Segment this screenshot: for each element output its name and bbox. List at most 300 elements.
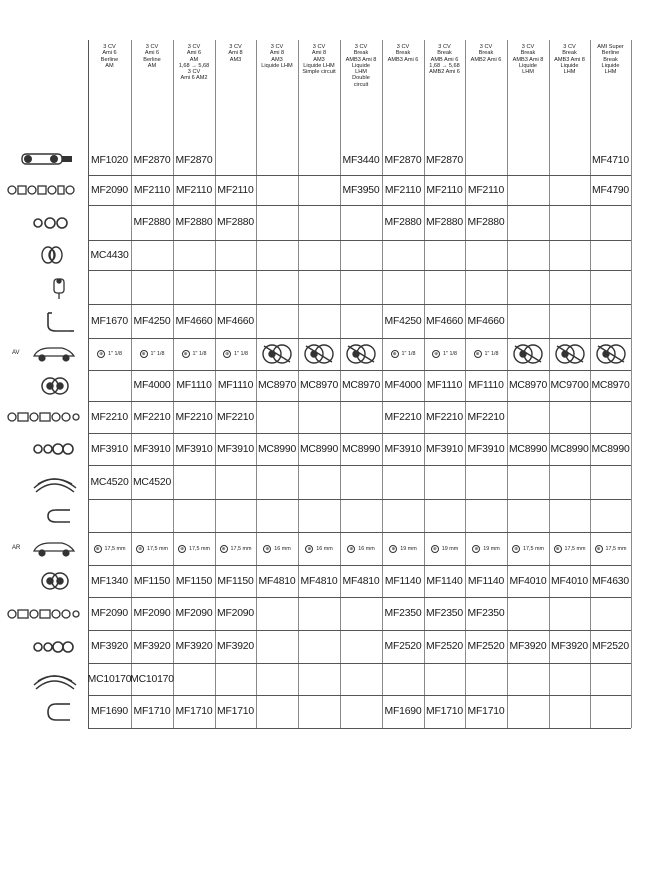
rear-wheel-cylinder-icon: [4, 569, 82, 593]
part-number-cell: [424, 338, 465, 370]
position-marker-icon: ⊕: [305, 545, 313, 553]
part-number-cell: MF1710: [467, 706, 505, 717]
position-marker-icon: ⊕: [178, 545, 186, 553]
part-number-cell: [382, 338, 424, 370]
part-number-cell: MF4250: [133, 315, 171, 327]
part-number-cell: [215, 499, 256, 532]
part-number-cell: [590, 240, 631, 270]
part-number-cell: MF2210: [133, 411, 171, 423]
part-number-cell: [131, 499, 173, 532]
bore-diameter-value: 17,5 mm: [564, 545, 586, 552]
part-number-cell: [507, 695, 549, 728]
part-number-cell: MF2350: [426, 608, 463, 619]
part-number-cell: MF2520: [592, 641, 629, 652]
part-number-cell: MF2110: [384, 184, 422, 196]
master-cylinder-icon: [4, 148, 82, 172]
column-header: [88, 40, 131, 145]
part-number-cell: MF3920: [551, 641, 588, 652]
seal-kit-icon: [4, 211, 82, 235]
part-number-cell: [215, 532, 256, 565]
part-number-cell: MF3910: [384, 443, 422, 455]
part-number-cell: MF1150: [133, 575, 171, 587]
position-marker-icon: ⊕: [220, 545, 228, 553]
part-number-cell: [256, 597, 298, 630]
column-title: 3 CV Break AMB3 Ami 8 Liquide LHM: [554, 44, 585, 76]
part-number-cell: [507, 499, 549, 532]
part-number-cell: MF1710: [133, 706, 171, 717]
column-title: AMI Super Berline Break Liquide LHM: [597, 44, 624, 76]
part-number-cell: [215, 145, 256, 175]
part-number-cell: [340, 663, 382, 695]
part-number-cell: [382, 240, 424, 270]
part-number-cell: MF1710: [426, 706, 463, 717]
part-number-cell: [256, 270, 298, 304]
part-number-cell: MF2350: [384, 608, 422, 619]
part-number-cell: MF2210: [217, 411, 254, 423]
part-number-cell: [590, 695, 631, 728]
part-number-cell: MC9700: [550, 380, 589, 391]
part-number-cell: [298, 499, 340, 532]
position-marker-icon: ⊕: [431, 545, 439, 553]
part-number-cell: [549, 597, 590, 630]
part-number-cell: [340, 270, 382, 304]
part-number-cell: [590, 532, 631, 565]
part-number-cell: [549, 240, 590, 270]
part-number-cell: MF2350: [467, 608, 505, 619]
part-number-cell: MF1710: [175, 706, 213, 717]
part-number-cell: MF4250: [384, 315, 422, 327]
front-section-label: AV: [12, 350, 20, 356]
column-header: [256, 40, 298, 145]
part-number-cell: [424, 240, 465, 270]
column-header: [382, 40, 424, 145]
bore-diameter-value: 1" 1/8: [443, 351, 457, 357]
part-number-cell: MC8990: [508, 443, 548, 455]
part-number-cell: MF3910: [91, 443, 128, 455]
column-title: 3 CV Break AMB3 Ami 8 Liquide LHM Double circuit: [345, 44, 377, 88]
column-header: [549, 40, 590, 145]
master-cylinder-kit-icon: [4, 178, 82, 202]
part-number-cell: MF4000: [133, 380, 171, 391]
bore-diameter-value: 16 mm: [358, 545, 375, 552]
part-number-cell: [131, 532, 173, 565]
part-number-cell: MF4660: [467, 315, 505, 327]
part-number-cell: [256, 175, 298, 205]
part-number-cell: [424, 499, 465, 532]
part-number-cell: MC4520: [90, 476, 129, 488]
part-number-cell: MF4810: [342, 575, 380, 587]
part-number-cell: [298, 401, 340, 433]
column-title: 3 CV Break AMB2 Ami 6: [470, 44, 502, 63]
part-number-cell: [340, 304, 382, 338]
position-marker-icon: ⊕: [432, 350, 440, 358]
bore-diameter-value: 16 mm: [274, 545, 291, 552]
front-hose-icon: [4, 504, 82, 528]
row-divider: [88, 728, 631, 729]
part-number-cell: MF2520: [467, 641, 505, 652]
part-number-cell: [590, 304, 631, 338]
part-number-cell: [173, 270, 215, 304]
part-number-cell: [549, 532, 590, 565]
part-number-cell: MF2090: [175, 608, 213, 619]
part-number-cell: [549, 663, 590, 695]
part-number-cell: [340, 597, 382, 630]
part-number-cell: MF2210: [91, 411, 128, 423]
part-number-cell: MF2110: [467, 184, 505, 196]
part-number-cell: [215, 465, 256, 499]
part-number-cell: MF4660: [217, 315, 254, 327]
bore-diameter-value: 17,5 mm: [605, 545, 627, 552]
position-marker-icon: ⊕: [347, 545, 355, 553]
brake-shoe-icon: [4, 470, 82, 494]
part-number-cell: MF4710: [592, 154, 629, 166]
part-number-cell: [298, 465, 340, 499]
part-number-cell: [424, 663, 465, 695]
part-number-cell: [340, 630, 382, 663]
part-number-cell: MF3920: [509, 641, 547, 652]
part-number-cell: MF1710: [217, 706, 254, 717]
rear-repair-kit-icon: [4, 602, 82, 626]
part-number-cell: [256, 240, 298, 270]
part-number-cell: MF1690: [91, 706, 128, 717]
part-number-cell: [173, 532, 215, 565]
part-number-cell: MC4430: [90, 249, 129, 261]
part-number-cell: MF1150: [217, 575, 254, 587]
position-marker-icon: ⊕: [97, 350, 105, 358]
rear-hose-icon: [4, 700, 82, 724]
part-number-cell: [215, 338, 256, 370]
position-marker-icon: ⊕: [182, 350, 190, 358]
part-number-cell: MF2210: [467, 411, 505, 423]
bore-diameter-value: 17,5 mm: [147, 545, 168, 552]
position-marker-icon: ⊕: [223, 350, 231, 358]
part-number-cell: MF2870: [133, 154, 171, 166]
part-number-cell: [590, 270, 631, 304]
part-number-cell: MF1140: [426, 575, 463, 587]
part-number-cell: [88, 370, 131, 401]
part-number-cell: MF3910: [217, 443, 254, 455]
part-number-cell: MC8970: [341, 380, 381, 391]
part-number-cell: MF1110: [176, 380, 212, 391]
column-title: 3 CV Ami 8 AM3 Liquide LHM: [261, 44, 293, 69]
part-number-cell: [507, 663, 549, 695]
column-title: 3 CV Break AMB3 Ami 8 Liquide LHM: [512, 44, 544, 76]
part-number-cell: [256, 695, 298, 728]
part-number-cell: [256, 205, 298, 240]
part-number-cell: MF3920: [217, 641, 254, 652]
position-marker-icon: ⊕: [263, 545, 271, 553]
position-marker-icon: ⊕: [94, 545, 102, 553]
part-number-cell: [382, 663, 424, 695]
front-seal-kit-icon: [4, 437, 82, 461]
part-number-cell: MF3920: [133, 641, 171, 652]
column-header: [340, 40, 382, 145]
part-number-cell: [298, 304, 340, 338]
column-header: [465, 40, 507, 145]
part-number-cell: [256, 145, 298, 175]
part-number-cell: [465, 499, 507, 532]
part-number-cell: [256, 465, 298, 499]
part-number-cell: [507, 304, 549, 338]
rear-section-label: AR: [12, 544, 21, 551]
part-number-cell: [340, 401, 382, 433]
bore-diameter-value: 17,5 mm: [523, 545, 544, 552]
part-number-cell: [256, 532, 298, 565]
part-number-cell: MF1340: [91, 575, 128, 587]
part-number-cell: MC10170: [130, 673, 174, 685]
part-number-cell: [173, 663, 215, 695]
column-header: [590, 40, 631, 145]
part-number-cell: [298, 240, 340, 270]
bore-diameter-value: 1" 1/8: [484, 351, 499, 357]
rubber-boot-icon: [4, 243, 82, 267]
front-wheel-cylinder-icon: [4, 374, 82, 398]
part-number-cell: [298, 270, 340, 304]
part-number-cell: MF1020: [91, 154, 128, 166]
position-marker-icon: ⊕: [472, 545, 480, 553]
front-repair-kit-icon: [4, 405, 82, 429]
bore-diameter-value: 1" 1/8: [108, 351, 122, 357]
part-number-cell: [507, 240, 549, 270]
column-title: 3 CV Ami 8 AM3 Liquide LHM Simple circuit: [302, 44, 336, 76]
part-number-cell: [507, 145, 549, 175]
column-title: 3 CV Break AMB3 Ami 6: [387, 44, 419, 63]
part-number-cell: [298, 663, 340, 695]
part-number-cell: [340, 695, 382, 728]
part-number-cell: MF3440: [342, 154, 380, 166]
part-number-cell: MC8990: [591, 443, 630, 455]
part-number-cell: [298, 532, 340, 565]
part-number-cell: MF4630: [592, 575, 629, 587]
position-marker-icon: ⊕: [512, 545, 520, 553]
part-number-cell: MF2090: [217, 608, 254, 619]
part-number-cell: [507, 401, 549, 433]
brake-hose-icon: [4, 309, 82, 333]
part-number-cell: MC8990: [299, 443, 339, 455]
disc-caliper-picture: [256, 338, 298, 370]
part-number-cell: MF1140: [467, 575, 505, 587]
part-number-cell: [549, 175, 590, 205]
part-number-cell: [507, 532, 549, 565]
part-number-cell: MF4000: [384, 380, 422, 391]
part-number-cell: MF1110: [217, 380, 254, 391]
position-marker-icon: ⊕: [595, 545, 603, 553]
column-title: 3 CV Ami 6 Berline AM: [100, 44, 119, 69]
part-number-cell: MF2090: [91, 184, 128, 196]
part-number-cell: MF1110: [426, 380, 463, 391]
part-number-cell: [256, 630, 298, 663]
part-number-cell: [590, 499, 631, 532]
part-number-cell: MF3910: [133, 443, 171, 455]
position-marker-icon: ⊕: [391, 350, 399, 358]
part-number-cell: MC8990: [341, 443, 381, 455]
part-number-cell: [382, 532, 424, 565]
position-marker-icon: ⊕: [140, 350, 148, 358]
column-title: 3 CV Ami 8 AM3: [228, 44, 243, 63]
part-number-cell: MF3910: [175, 443, 213, 455]
reservoir-icon: [4, 275, 82, 299]
bore-diameter-value: 1" 1/8: [192, 351, 207, 357]
part-number-cell: [507, 175, 549, 205]
part-number-cell: MF2110: [217, 184, 254, 196]
part-number-cell: MF2210: [426, 411, 463, 423]
part-number-cell: MF4810: [258, 575, 296, 587]
column-header: [131, 40, 173, 145]
column-header: [173, 40, 215, 145]
part-number-cell: MF3910: [467, 443, 505, 455]
column-header: [298, 40, 340, 145]
part-number-cell: [88, 270, 131, 304]
part-number-cell: MF1140: [384, 575, 422, 587]
part-number-cell: [215, 240, 256, 270]
part-number-cell: [465, 465, 507, 499]
rear-brake-shoe-icon: [4, 667, 82, 691]
part-number-cell: [549, 205, 590, 240]
part-number-cell: [465, 532, 507, 565]
part-number-cell: MF2880: [133, 217, 171, 228]
bore-diameter-value: 16 mm: [316, 545, 333, 552]
part-number-cell: [340, 205, 382, 240]
part-number-cell: MF1110: [468, 380, 504, 391]
part-number-cell: MF4810: [300, 575, 338, 587]
rear-seal-kit-icon: [4, 635, 82, 659]
part-number-cell: [465, 145, 507, 175]
part-number-cell: MC8970: [257, 380, 297, 391]
part-number-cell: MF4010: [509, 575, 547, 587]
part-number-cell: [424, 532, 465, 565]
part-number-cell: [298, 145, 340, 175]
column-divider: [631, 40, 632, 728]
part-number-cell: [298, 695, 340, 728]
disc-caliper-picture: [507, 338, 549, 370]
part-number-cell: MC8990: [550, 443, 589, 455]
part-number-cell: MF2870: [384, 154, 422, 166]
part-number-cell: MC8970: [508, 380, 548, 391]
part-number-cell: MF4790: [592, 184, 629, 196]
bore-diameter-value: 1" 1/8: [401, 351, 416, 357]
part-number-cell: MC8990: [257, 443, 297, 455]
part-number-cell: [549, 145, 590, 175]
bore-diameter-value: 1" 1/8: [234, 351, 248, 357]
part-number-cell: [424, 270, 465, 304]
part-number-cell: [465, 240, 507, 270]
part-number-cell: [215, 663, 256, 695]
part-number-cell: MC10170: [87, 673, 132, 685]
part-number-cell: MF2880: [467, 217, 505, 228]
position-marker-icon: ⊕: [136, 545, 144, 553]
part-number-cell: [465, 270, 507, 304]
part-number-cell: MF1670: [91, 315, 128, 327]
part-number-cell: [549, 304, 590, 338]
part-number-cell: [507, 205, 549, 240]
part-number-cell: [173, 465, 215, 499]
part-number-cell: [88, 499, 131, 532]
part-number-cell: [88, 205, 131, 240]
column-header: [215, 40, 256, 145]
part-number-cell: MF2880: [426, 217, 463, 228]
bore-diameter-value: 19 mm: [483, 545, 500, 552]
part-number-cell: [549, 401, 590, 433]
part-number-cell: MF2880: [384, 217, 422, 228]
part-number-cell: MF2880: [217, 217, 254, 228]
part-number-cell: MF2110: [133, 184, 171, 196]
part-number-cell: MF2210: [175, 411, 213, 423]
part-number-cell: MC8970: [591, 380, 630, 391]
part-number-cell: [173, 499, 215, 532]
part-number-cell: [256, 499, 298, 532]
part-number-cell: [340, 240, 382, 270]
part-number-cell: [382, 465, 424, 499]
part-number-cell: [131, 270, 173, 304]
part-number-cell: [88, 532, 131, 565]
column-title: 3 CV Ami 6 Berline AM: [143, 44, 161, 69]
position-marker-icon: ⊕: [474, 350, 482, 358]
part-number-cell: [507, 270, 549, 304]
part-number-cell: [340, 532, 382, 565]
part-number-cell: MF1150: [175, 575, 213, 587]
part-number-cell: [507, 597, 549, 630]
column-title: 3 CV Break AMB Ami 6 1,68 → 5,68 AMB2 Ami 6: [429, 44, 460, 76]
part-number-cell: [590, 465, 631, 499]
part-number-cell: MF2520: [426, 641, 463, 652]
part-number-cell: [215, 270, 256, 304]
part-number-cell: [131, 240, 173, 270]
part-number-cell: [173, 338, 215, 370]
bore-diameter-value: 19 mm: [400, 545, 417, 552]
column-header: [424, 40, 465, 145]
part-number-cell: [298, 205, 340, 240]
part-number-cell: [507, 465, 549, 499]
part-number-cell: MF4660: [175, 315, 213, 327]
part-number-cell: MC4520: [132, 476, 172, 488]
part-number-cell: [549, 465, 590, 499]
part-number-cell: MC8970: [299, 380, 339, 391]
disc-caliper-picture: [298, 338, 340, 370]
part-number-cell: MF2110: [426, 184, 463, 196]
bore-diameter-value: 17,5 mm: [189, 545, 210, 552]
disc-caliper-picture: [549, 338, 590, 370]
part-number-cell: [340, 465, 382, 499]
position-marker-icon: ⊕: [554, 545, 562, 553]
part-number-cell: [590, 663, 631, 695]
part-number-cell: MF4660: [426, 315, 463, 327]
part-number-cell: [298, 630, 340, 663]
part-number-cell: [382, 499, 424, 532]
part-number-cell: [549, 499, 590, 532]
part-number-cell: [549, 695, 590, 728]
column-header: [507, 40, 549, 145]
part-number-cell: [298, 175, 340, 205]
part-number-cell: [382, 270, 424, 304]
part-number-cell: MF2870: [175, 154, 213, 166]
part-number-cell: MF2870: [426, 154, 463, 166]
disc-caliper-picture: [340, 338, 382, 370]
part-number-cell: MF2090: [133, 608, 171, 619]
bore-diameter-value: 17,5 mm: [104, 545, 126, 552]
part-number-cell: [549, 270, 590, 304]
part-number-cell: [256, 304, 298, 338]
bore-diameter-value: 17,5 mm: [230, 545, 252, 552]
part-number-cell: MF1690: [384, 706, 422, 717]
part-number-cell: [590, 597, 631, 630]
part-number-cell: [465, 338, 507, 370]
part-number-cell: [590, 401, 631, 433]
part-number-cell: MF3920: [91, 641, 128, 652]
part-number-cell: [88, 338, 131, 370]
disc-caliper-picture: [590, 338, 631, 370]
part-number-cell: MF3920: [175, 641, 213, 652]
part-number-cell: MF3950: [342, 184, 380, 196]
